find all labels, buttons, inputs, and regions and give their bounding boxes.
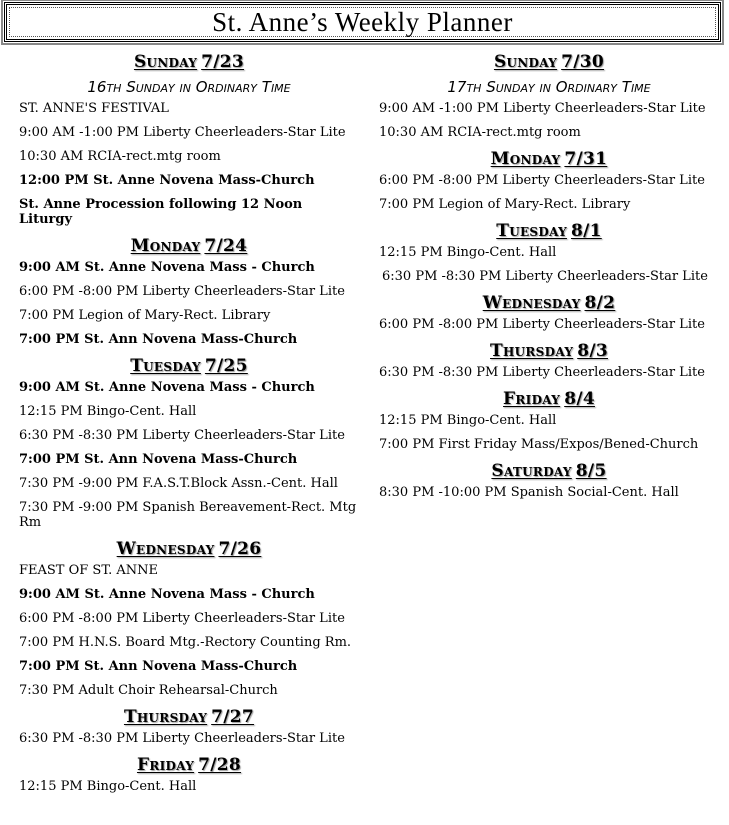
liturgical-subheading: 16th Sunday in Ordinary Time	[87, 78, 291, 96]
day-date: 7/23	[201, 52, 245, 72]
day-date: 7/30	[561, 52, 605, 72]
day-heading	[19, 356, 359, 376]
day-heading	[19, 707, 359, 727]
event-item: 9:00 AM St. Anne Novena Mass - Church	[19, 587, 315, 602]
day-heading	[379, 221, 719, 241]
day-date: 8/5	[575, 461, 607, 481]
event-item: 8:30 PM -10:00 PM Spanish Social-Cent. Hall	[379, 485, 679, 500]
day-date: 7/31	[564, 149, 608, 169]
day-name: Friday	[136, 755, 195, 775]
event-item: 9:00 AM -1:00 PM Liberty Cheerleaders-Star Lite	[19, 125, 346, 140]
event-item: 7:00 PM First Friday Mass/Expos/Bened-Church	[379, 437, 699, 452]
day-date: 7/25	[204, 356, 248, 376]
event-item: 6:00 PM -8:00 PM Liberty Cheerleaders-Star Lite	[19, 611, 345, 626]
day-date: 7/27	[211, 707, 255, 727]
event-item: 12:15 PM Bingo-Cent. Hall	[379, 413, 557, 428]
day-heading	[19, 755, 359, 775]
day-date: 8/4	[564, 389, 595, 409]
page-title: St. Anne’s Weekly Planner	[212, 6, 513, 37]
day-heading	[19, 52, 359, 72]
day-section-tuesday	[379, 221, 719, 284]
day-section-saturday	[379, 461, 719, 500]
event-item: 6:30 PM -8:30 PM Liberty Cheerleaders-Star Lite	[19, 731, 345, 746]
day-section-friday	[379, 389, 719, 452]
event-item: 7:30 PM -9:00 PM F.A.S.T.Block Assn.-Cent. Hall	[19, 476, 338, 491]
event-item: 7:00 PM St. Ann Novena Mass-Church	[19, 332, 298, 347]
event-item: ST. ANNE'S FESTIVAL	[19, 101, 169, 116]
event-item: 9:00 AM St. Anne Novena Mass - Church	[19, 380, 315, 395]
event-item: 7:00 PM St. Ann Novena Mass-Church	[19, 659, 298, 674]
day-name: Sunday	[133, 52, 198, 72]
day-heading	[379, 149, 719, 169]
day-section-wednesday	[19, 539, 359, 698]
day-date: 7/26	[218, 539, 262, 559]
event-item: 9:00 AM -1:00 PM Liberty Cheerleaders-Star Lite	[379, 101, 706, 116]
day-date: 7/28	[198, 755, 242, 775]
day-section-monday	[19, 236, 359, 347]
event-item: 12:00 PM St. Anne Novena Mass-Church	[19, 173, 315, 188]
day-name: Thursday	[490, 341, 574, 361]
day-name: Monday	[490, 149, 561, 169]
event-item: 12:15 PM Bingo-Cent. Hall	[19, 404, 197, 419]
day-heading	[379, 293, 719, 313]
event-item: 7:00 PM Legion of Mary-Rect. Library	[19, 308, 271, 323]
day-heading	[379, 341, 719, 361]
event-item: 9:00 AM St. Anne Novena Mass - Church	[19, 260, 315, 275]
day-section-thursday	[379, 341, 719, 380]
liturgical-subheading: 17th Sunday in Ordinary Time	[447, 78, 651, 96]
right-column	[379, 49, 719, 509]
event-item: 12:15 PM Bingo-Cent. Hall	[379, 245, 557, 260]
day-date: 8/2	[584, 293, 616, 313]
day-name: Friday	[503, 389, 561, 409]
day-section-sunday	[379, 52, 719, 140]
event-item: 6:30 PM -8:30 PM Liberty Cheerleaders-Star Lite	[379, 365, 705, 380]
event-item: 6:00 PM -8:00 PM Liberty Cheerleaders-Star Lite	[379, 173, 705, 188]
day-name: Wednesday	[482, 293, 581, 313]
event-item: 10:30 AM RCIA-rect.mtg room	[379, 125, 581, 140]
event-item: FEAST OF ST. ANNE	[19, 563, 158, 578]
event-item: 6:30 PM -8:30 PM Liberty Cheerleaders-Star Lite	[19, 428, 345, 443]
day-name: Tuesday	[496, 221, 567, 241]
day-heading	[19, 539, 359, 559]
day-section-sunday	[19, 52, 359, 227]
day-section-tuesday	[19, 356, 359, 530]
day-name: Wednesday	[116, 539, 215, 559]
event-item: 7:00 PM H.N.S. Board Mtg.-Rectory Counting Rm.	[19, 635, 352, 650]
day-section-monday	[379, 149, 719, 212]
day-section-thursday	[19, 707, 359, 746]
left-column	[19, 49, 359, 803]
day-heading	[19, 236, 359, 256]
day-name: Tuesday	[130, 356, 201, 376]
day-heading	[379, 52, 719, 72]
day-heading	[379, 461, 719, 481]
event-item: 10:30 AM RCIA-rect.mtg room	[19, 149, 221, 164]
event-item: 7:00 PM Legion of Mary-Rect. Library	[379, 197, 631, 212]
event-item: St. Anne Procession following 12 Noon Liturgy	[19, 197, 303, 227]
day-name: Thursday	[123, 707, 208, 727]
day-date: 8/1	[570, 221, 602, 241]
day-section-wednesday	[379, 293, 719, 332]
planner-title-box	[4, 2, 721, 42]
day-name: Saturday	[491, 461, 572, 481]
event-item: 7:30 PM Adult Choir Rehearsal-Church	[19, 683, 278, 698]
event-item: 7:30 PM -9:00 PM Spanish Bereavement-Rect. Mtg Rm	[19, 500, 357, 530]
event-item: 6:00 PM -8:00 PM Liberty Cheerleaders-Star Lite	[19, 284, 345, 299]
day-heading	[379, 389, 719, 409]
day-name: Monday	[130, 236, 201, 256]
day-name: Sunday	[493, 52, 558, 72]
event-item: 7:00 PM St. Ann Novena Mass-Church	[19, 452, 298, 467]
event-item: 6:30 PM -8:30 PM Liberty Cheerleaders-Star Lite	[382, 269, 708, 284]
event-item: 6:00 PM -8:00 PM Liberty Cheerleaders-Star Lite	[379, 317, 705, 332]
day-date: 8/3	[577, 341, 608, 361]
day-date: 7/24	[204, 236, 248, 256]
event-item: 12:15 PM Bingo-Cent. Hall	[19, 779, 197, 794]
day-section-friday	[19, 755, 359, 794]
